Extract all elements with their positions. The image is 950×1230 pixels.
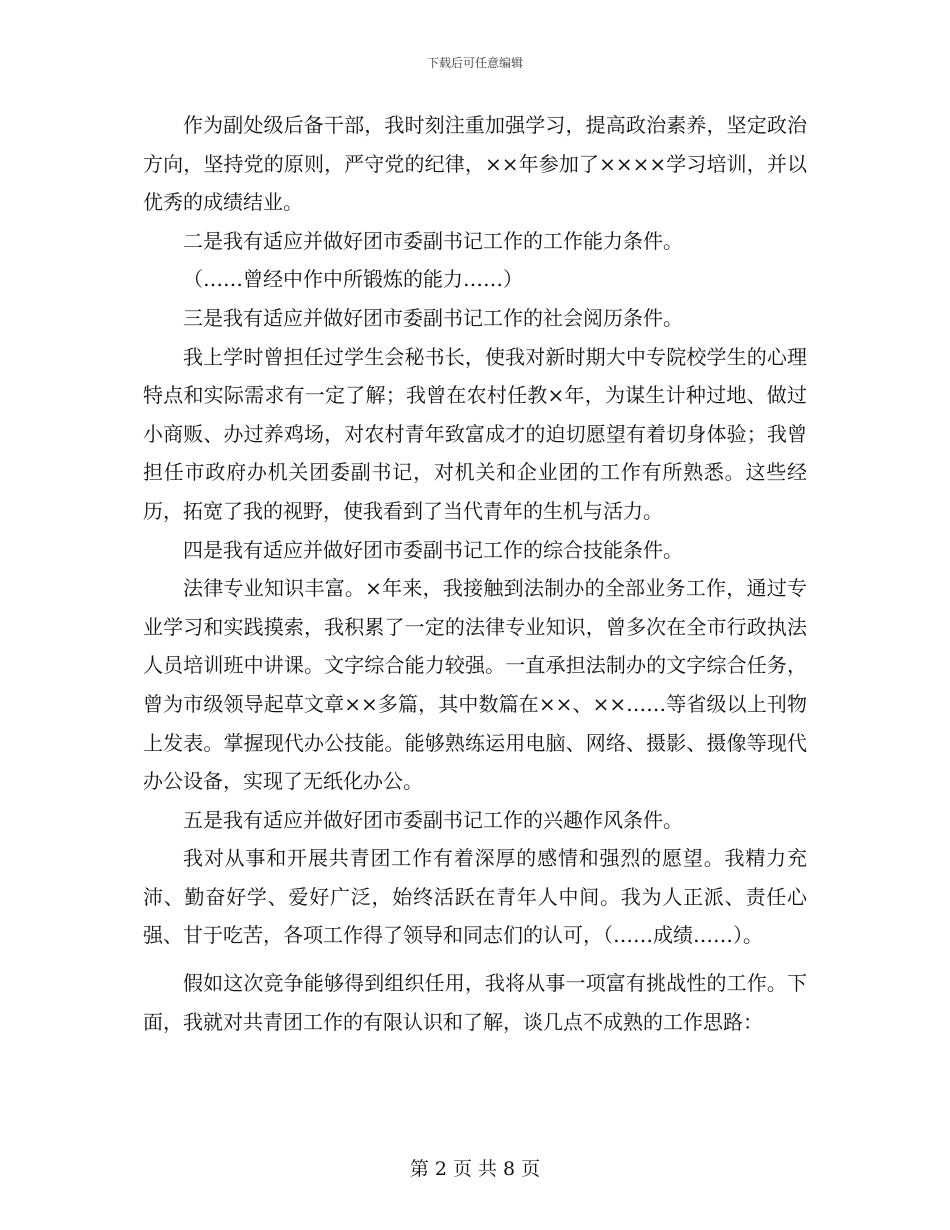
paragraph-3: （……曾经中作中所锻炼的能力……）	[183, 267, 523, 292]
paragraph-8: 五是我有适应并做好团市委副书记工作的兴趣作风条件。	[183, 807, 683, 832]
page-number: 第 2 页 共 8 页	[409, 1158, 541, 1180]
paragraph-4: 三是我有适应并做好团市委副书记工作的社会阅历条件。	[183, 305, 683, 330]
document-body	[143, 106, 807, 1041]
paragraph-2: 二是我有适应并做好团市委副书记工作的工作能力条件。	[183, 228, 683, 253]
paragraph-10: 假如这次竞争能够得到组织任用，我将从事一项富有挑战性的工作。下面，我就对共青团工作的有限认识和了解，谈几点不成熟的工作思路：	[143, 971, 807, 1034]
paragraph-9: 我对从事和开展共青团工作有着深厚的感情和强烈的愿望。我精力充沛、勤奋好学、爱好广泛，始终活跃在青年人中间。我为人正派、责任心强、甘于吃苦，各项工作得了领导和同志们的认可，（……成绩……）。	[143, 846, 807, 948]
paragraph-1: 作为副处级后备干部，我时刻注重加强学习，提高政治素养，坚定政治方向，坚持党的原则，严守党的纪律，××年参加了××××学习培训，并以优秀的成绩结业。	[143, 113, 807, 215]
paragraph-6: 四是我有适应并做好团市委副书记工作的综合技能条件。	[183, 537, 683, 562]
paragraph-5: 我上学时曾担任过学生会秘书长，使我对新时期大中专院校学生的心理特点和实际需求有一定了解；我曾在农村任教×年，为谋生计种过地、做过小商贩、办过养鸡场，对农村青年致富成才的迫切愿望有着切身体验；我曾担任市政府办机关团委副书记，对机关和企业团的工作有所熟悉。这些经历，拓宽了我的视野，使我看到了当代青年的生机与活力。	[143, 344, 807, 523]
page-header: 下载后可任意编辑	[426, 56, 523, 70]
paragraph-7: 法律专业知识丰富。×年来，我接触到法制办的全部业务工作，通过专业学习和实践摸索，我积累了一定的法律专业知识，曾多次在全市行政执法人员培训班中讲课。文字综合能力较强。一直承担法制办的文字综合任务，曾为市级领导起草文章××多篇，其中数篇在××、××……等省级以上刊物上发表。掌握现代办公技能。能够熟练运用电脑、网络、摄影、摄像等现代办公设备，实现了无纸化办公。	[143, 576, 807, 794]
